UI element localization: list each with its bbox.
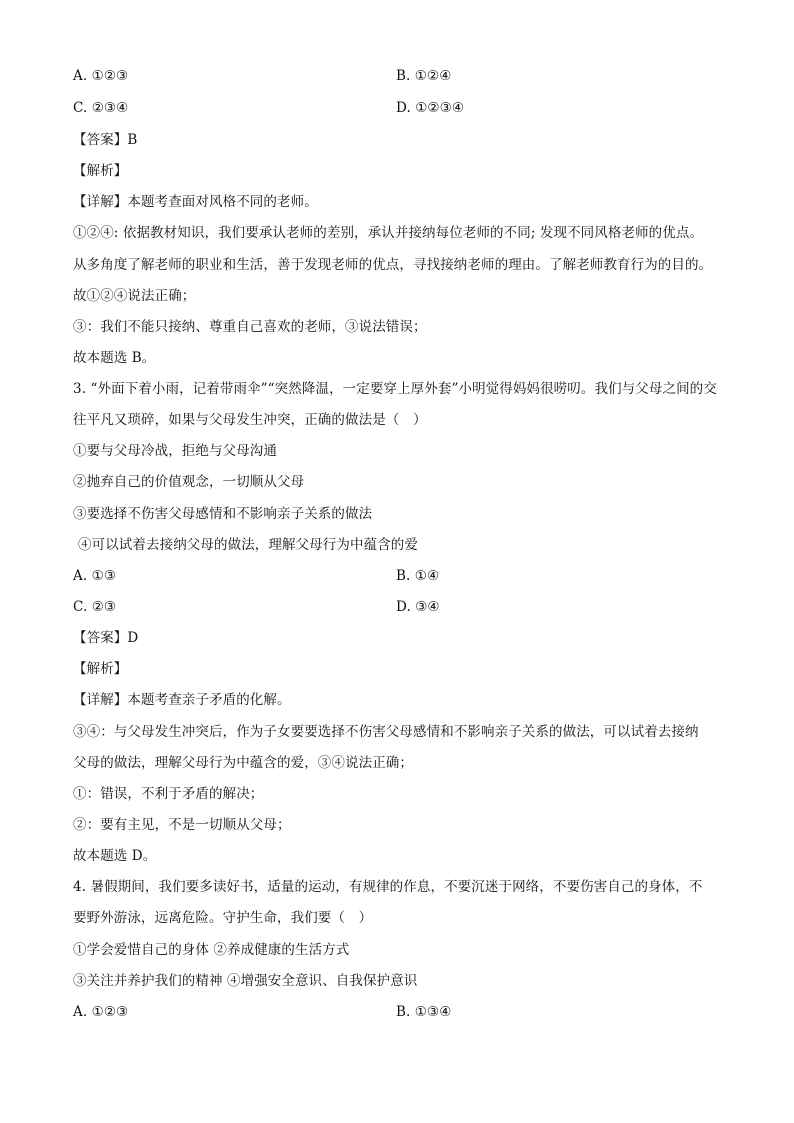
q2-option-a: A. ①②③: [73, 68, 129, 84]
q2-option-c: C. ②③④: [73, 100, 129, 116]
q2-detail: 【详解】本题考查面对风格不同的老师。: [73, 194, 318, 210]
q2-answer: 【答案】B: [73, 132, 138, 148]
q3-stem-line-2: 往平凡又琐碎，如果与父母发生冲突，正确的做法是（ ）: [73, 412, 427, 428]
q3-option-d: D. ③④: [396, 599, 440, 615]
q4-option-b: B. ①③④: [396, 1004, 452, 1020]
q3-option-a: A. ①③: [73, 568, 117, 584]
q3-explanation-3: ①：错误，不利于矛盾的解决；: [73, 786, 264, 802]
q3-conclusion: 故本题选 D。: [73, 848, 157, 864]
q3-explanation-4: ②：要有主见，不是一切顺从父母；: [73, 817, 291, 833]
q2-explanation-4: ③：我们不能只接纳、尊重自己喜欢的老师，③说法错误；: [73, 319, 427, 335]
q3-item-2: ②抛弃自己的价值观念，一切顺从父母: [73, 474, 305, 490]
q4-option-a: A. ①②③: [73, 1004, 129, 1020]
q3-analysis-label: 【解析】: [73, 661, 128, 677]
q2-explanation-3: 故①②④说法正确；: [73, 288, 196, 304]
q3-explanation-1: ③④：与父母发生冲突后，作为子女要要选择不伤害父母感情和不影响亲子关系的做法，可以试着去接纳: [73, 724, 699, 740]
q4-items-line-2: ③关注并养护我们的精神 ④增强安全意识、自我保护意识: [73, 973, 418, 989]
q3-stem-line-1: 3. “外面下着小雨，记着带雨伞”“突然降温，一定要穿上厚外套”小明觉得妈妈很唠叨。我们与父母之间的交: [73, 381, 717, 397]
q3-option-c: C. ②③: [73, 599, 117, 615]
q2-conclusion: 故本题选 B。: [73, 350, 156, 366]
q2-analysis-label: 【解析】: [73, 163, 128, 179]
q3-item-4: ④可以试着去接纳父母的做法，理解父母行为中蕴含的爱: [78, 537, 418, 553]
q3-detail: 【详解】本题考查亲子矛盾的化解。: [73, 692, 291, 708]
q3-answer: 【答案】D: [73, 630, 139, 646]
q4-stem-line-1: 4. 暑假期间，我们要多读好书，适量的运动，有规律的作息，不要沉迷于网络，不要伤害自己的身体，不: [73, 879, 703, 895]
q4-items-line-1: ①学会爱惜自己的身体 ②养成健康的生活方式: [73, 942, 350, 958]
q4-stem-line-2: 要野外游泳，远离危险。守护生命，我们要（ ）: [73, 910, 373, 926]
q3-item-3: ③要选择不伤害父母感情和不影响亲子关系的做法: [73, 506, 373, 522]
q3-option-b: B. ①④: [396, 568, 440, 584]
q2-option-d: D. ①②③④: [396, 100, 465, 116]
q2-option-b: B. ①②④: [396, 68, 452, 84]
q2-explanation-2: 从多角度了解老师的职业和生活，善于发现老师的优点，寻找接纳老师的理由。了解老师教育行为的目的。: [73, 257, 713, 273]
q2-explanation-1: ①②④: 依据教材知识，我们要承认老师的差别，承认并接纳每位老师的不同; 发现不同风格老师的优点。: [73, 225, 704, 241]
q3-explanation-2: 父母的做法，理解父母行为中蕴含的爱，③④说法正确；: [73, 755, 413, 771]
q3-item-1: ①要与父母冷战，拒绝与父母沟通: [73, 443, 277, 459]
